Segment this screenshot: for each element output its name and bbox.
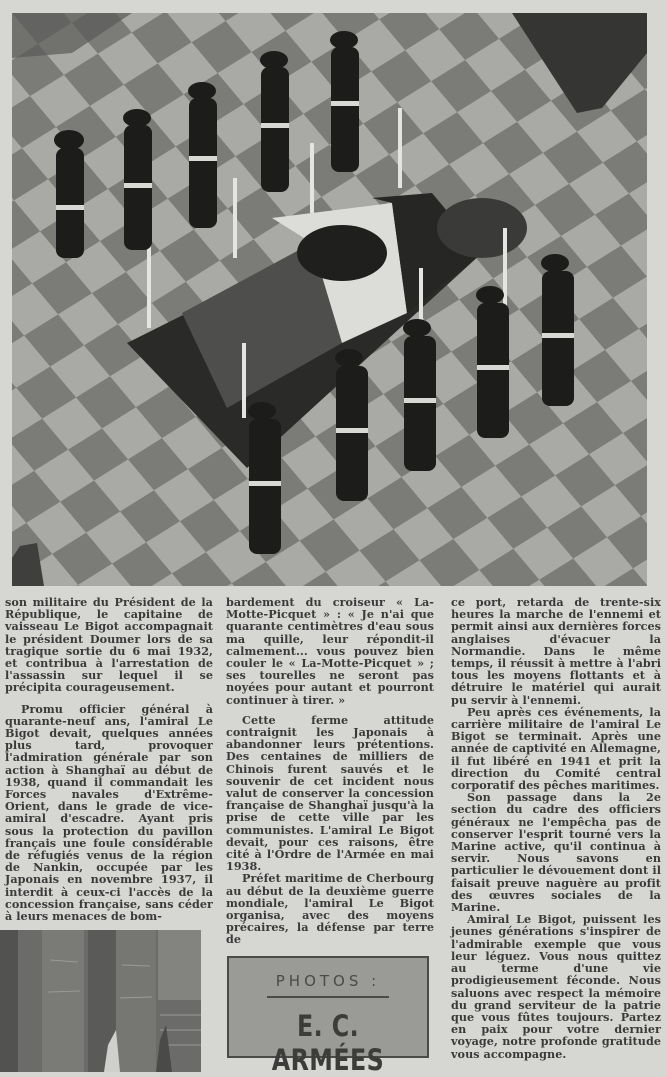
article-paragraph: Préfet maritime de Cherbourg au début de la deuxième guerre mondiale, l'amiral Le Bigot organisa, avec des moyens précaires, la défense par terre de <box>226 871 434 947</box>
article-paragraph: son militaire du Président de la République, le capitaine de vaisseau Le Bigot accompagnait le président Doumer lors de sa tragique sortie du 6 mai 1932, et contribua à l'arrestation de l'assassin sur lequel il se précipita courageusement. <box>5 595 213 695</box>
article-paragraph: Son passage dans la 2e section du cadre des officiers généraux ne l'empêcha pas de conserver l'esprit tourné vers la Marine active, qu'il continua à servir. Nous savons en particulier le dévouement dont il faisait preuve naguère au profit des œuvres sociales de la Marine. <box>451 790 661 915</box>
article-paragraph: Promu officier général à quarante-neuf ans, l'amiral Le Bigot devait, quelques années plus tard, provoquer l'admiration générale par son action à Shanghaï au début de 1938, quand il commandait les Forces navales d'Extrême-Orient, dans le grade de vice-amiral d'escadre. Ayant pris sous la protection du pavillon français une foule considérable de réfugiés venus de la région de Nankin, occupée par les Japonais en novembre 1937, il interdit à ceux-ci l'accès de la concession française, sans céder à leurs menaces de bom- <box>5 701 213 924</box>
funeral-photo <box>12 13 647 586</box>
photo-credit-divider <box>267 996 389 998</box>
funeral-photo-illustration <box>12 13 647 586</box>
article-column-3 <box>451 596 661 1060</box>
article-column-2 <box>226 596 434 946</box>
article-paragraph: Amiral Le Bigot, puissent les jeunes générations s'inspirer de l'admirable exemple que vous leur léguez. Vous nous quittez au terme d'une vie prodigieusement féconde. Nous saluons avec respect la mémoire du grand serviteur de la patrie que vous fûtes toujours. Partez en paix pour votre dernier voyage, notre profonde gratitude vous accompagne. <box>451 912 661 1061</box>
cathedral-photo-illustration <box>0 930 201 1072</box>
photo-credit-box <box>227 956 429 1077</box>
photo-credit-name: E. C. ARMÉES <box>271 1009 385 1077</box>
article-column-1 <box>5 596 213 922</box>
cathedral-photo <box>0 930 201 1072</box>
article-paragraph: bardement du croiseur « La-Motte-Picquet » : « Je n'ai que quarante centimètres d'eau sous ma quille, leur répondit-il calmement... vous pouvez bien couler le « La-Motte-Picquet » ; ses tourelles ne seront pas noyées pour autant et pourront continuer à tirer. » <box>226 595 434 707</box>
article-paragraph: Cette ferme attitude contraignit les Japonais à abandonner leurs prétentions. Des centaines de milliers de Chinois furent sauvés et le souvenir de cet incident nous valut de conserver la concession française de Shanghaï jusqu'à la prise de cette ville par les communistes. L'amiral Le Bigot devait, pour ces raisons, être cité à l'Ordre de l'Armée en mai 1938. <box>226 712 434 874</box>
article-paragraph: ce port, retarda de trente-six heures la marche de l'ennemi et permit ainsi aux dernières forces anglaises d'évacuer la Normandie. Dans le même temps, il réussit à mettre à l'abri tous les moyens flottants et à détruire le matériel qui aurait pu servir à l'ennemi. <box>451 595 661 707</box>
photo-credit-label: PHOTOS : <box>275 972 381 990</box>
article-paragraph: Peu après ces événements, la carrière militaire de l'amiral Le Bigot se terminait. Après une année de captivité en Allemagne, il fut libéré en 1941 et prit la direction du Comité central corporatif des pêches maritimes. <box>451 704 661 793</box>
